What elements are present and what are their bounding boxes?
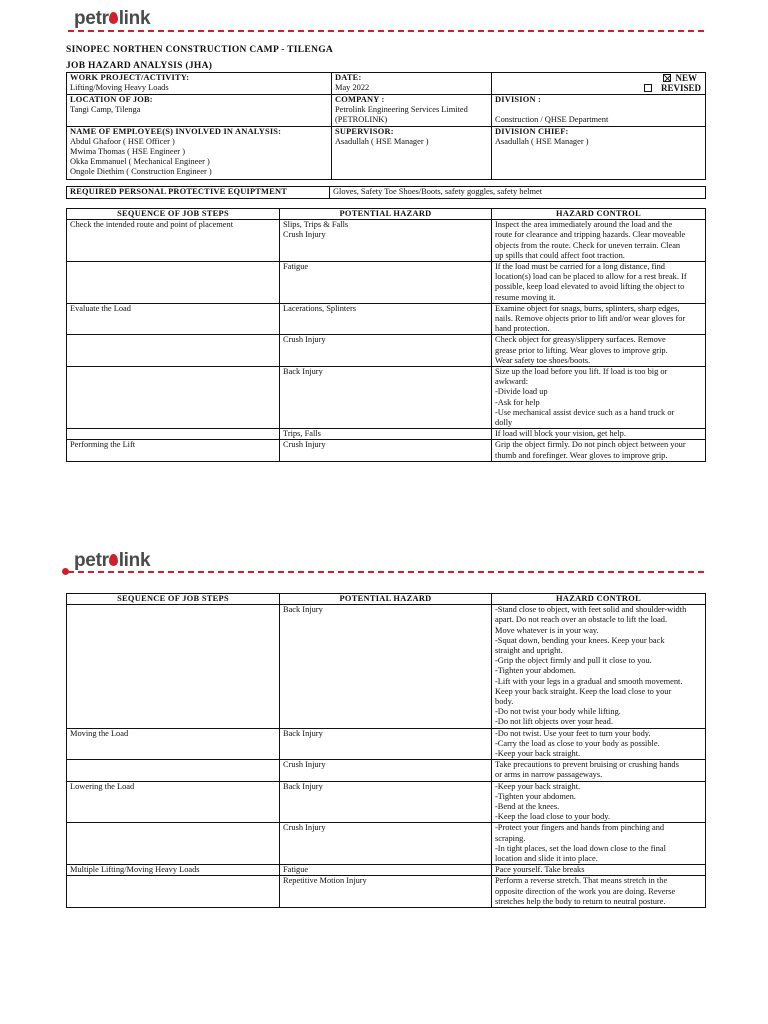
status-cell (492, 73, 706, 95)
control-text-line: Wear safety toe shoes/boots. (495, 355, 591, 365)
job-step-cell (67, 865, 280, 876)
hazard-text: Back Injury (283, 605, 323, 615)
employees-label: NAME OF EMPLOYEE(S) INVOLVED IN ANALYSIS: (70, 126, 282, 136)
hazard-row (67, 605, 706, 728)
hazard-control-cell (492, 262, 706, 304)
hazard-control-cell (492, 429, 706, 440)
control-text-line: nails. Remove objects prior to lift and/or wear gloves for (495, 314, 686, 324)
hazard-control-cell (492, 367, 706, 429)
hazard-text: Repetitive Motion Injury (283, 876, 367, 886)
header-divider (68, 571, 704, 573)
job-step-cell (67, 429, 280, 440)
supervisor-value: Asadullah ( HSE Manager ) (335, 136, 429, 146)
header-divider (68, 30, 704, 32)
control-text-line: grease prior to lifting. Wear gloves to improve grip. (495, 345, 668, 355)
job-step-cell (67, 440, 280, 461)
job-step-text: Evaluate the Load (70, 303, 131, 313)
job-step-text: Performing the Lift (70, 440, 136, 450)
control-text-line: up spills that could affect foot traction. (495, 250, 625, 260)
control-text-line: -Carry the load as close to your body as possible. (495, 738, 660, 748)
col-header-steps: SEQUENCE OF JOB STEPS (67, 594, 280, 605)
control-text-line: Take precautions to prevent bruising or crushing hands (495, 760, 679, 770)
jha-steps-table-2 (66, 593, 706, 908)
ppe-value-cell (330, 187, 706, 199)
hazard-row (67, 728, 706, 760)
document-page-2 (0, 512, 768, 1024)
control-text-line: straight and upright. (495, 646, 563, 656)
hazard-cell (280, 367, 492, 429)
division-chief-value: Asadullah ( HSE Manager ) (495, 136, 589, 146)
hazard-text: Crush Injury (283, 823, 326, 833)
hazard-control-cell (492, 865, 706, 876)
job-step-text: Multiple Lifting/Moving Heavy Loads (70, 865, 200, 875)
hazard-cell (280, 220, 492, 262)
control-text-line: hand protection. (495, 324, 550, 334)
hazard-text: Trips, Falls (283, 429, 321, 439)
control-text-line: -Stand close to object, with feet solid and shoulder-width (495, 605, 687, 615)
job-step-cell (67, 262, 280, 304)
hazard-row (67, 335, 706, 367)
control-text-line: Grip the object firmly. Do not pinch object between your (495, 440, 686, 450)
control-text-line: -Bend at the knees. (495, 802, 560, 812)
work-activity-value: Lifting/Moving Heavy Loads (70, 83, 169, 93)
hazard-text: Crush Injury (283, 440, 326, 450)
hazard-text: Back Injury (283, 728, 323, 738)
hazard-text: Lacerations, Splinters (283, 303, 357, 313)
supervisor-cell (332, 126, 492, 179)
hazard-text: Back Injury (283, 367, 323, 377)
control-text-line: Size up the load before you lift. If load is too big or (495, 367, 668, 377)
company-label: COMPANY : (335, 95, 385, 104)
control-text-line: -Use mechanical assist device such as a hand truck or (495, 407, 675, 417)
division-value: Construction / QHSE Department (495, 115, 609, 125)
date-cell (332, 73, 492, 95)
control-text-line: -Keep your back straight. (495, 781, 581, 791)
employees-cell (67, 126, 332, 179)
hazard-row (67, 367, 706, 429)
job-step-text: Lowering the Load (70, 781, 135, 791)
ppe-label: REQUIRED PERSONAL PROTECTIVE EQUIPTMENT (70, 187, 287, 196)
control-text-line: -Ask for help (495, 397, 540, 407)
control-text-line: -Protect your fingers and hands from pinching and (495, 823, 665, 833)
division-chief-label: DIVISION CHIEF: (495, 126, 569, 136)
control-text-line: Examine object for snags, burrs, splinters, sharp edges, (495, 303, 680, 313)
job-step-text: Moving the Load (70, 728, 129, 738)
hazard-cell (280, 781, 492, 823)
supervisor-label: SUPERVISOR: (335, 126, 394, 136)
job-step-cell (67, 823, 280, 865)
control-text-line: Move whatever is in your way. (495, 625, 599, 635)
job-step-cell (67, 335, 280, 367)
hazard-text: Crush Injury (283, 760, 326, 770)
date-label: DATE: (335, 73, 362, 82)
hazard-control-cell (492, 335, 706, 367)
document-title: JOB HAZARD ANALYSIS (JHA) (66, 61, 213, 71)
employee-name: Okka Emmanuel ( Mechanical Engineer ) (70, 157, 210, 167)
control-text-line: Inspect the area immediately around the load and the (495, 220, 673, 230)
camp-title: SINOPEC NORTHEN CONSTRUCTION CAMP - TILENGA (66, 45, 334, 55)
control-text-line: -Divide load up (495, 387, 548, 397)
hazard-row (67, 865, 706, 876)
logo-text: petr link (74, 550, 151, 571)
control-text-line: -In tight places, set the load down close to the final (495, 843, 666, 853)
control-text-line: location and slide it into place. (495, 854, 598, 864)
ppe-table (66, 186, 706, 199)
work-activity-cell (67, 73, 332, 95)
hazard-row (67, 760, 706, 781)
hazard-cell (280, 865, 492, 876)
control-text-line: -Do not twist. Use your feet to turn your body. (495, 728, 651, 738)
division-chief-cell (492, 126, 706, 179)
col-header-control: HAZARD CONTROL (492, 209, 706, 220)
hazard-cell (280, 335, 492, 367)
division-label: DIVISION : (495, 95, 541, 104)
control-text-line: -Keep your back straight. (495, 749, 581, 759)
hazard-text: Fatigue (283, 865, 309, 875)
hazard-text: Crush Injury (283, 335, 326, 345)
hazard-row (67, 429, 706, 440)
location-value: Tangi Camp, Tilenga (70, 105, 141, 115)
company-name: Petrolink Engineering Services Limited (335, 105, 468, 115)
control-text-line: -Tighten your abdomen. (495, 791, 576, 801)
control-text-line: location(s) load can be placed to allow for a rest break. If (495, 272, 687, 282)
control-text-line: awkward: (495, 377, 529, 387)
hazard-control-cell (492, 876, 706, 908)
oil-drop-icon (109, 554, 118, 566)
control-text-line: opposite direction of the work you are doing. Reverse (495, 886, 676, 896)
control-text-line: stretches help the body to return to neutral posture. (495, 896, 666, 906)
col-header-hazard: POTENTIAL HAZARD (280, 594, 492, 605)
job-step-cell (67, 781, 280, 823)
hazard-cell (280, 728, 492, 760)
empty-box-icon[interactable] (644, 84, 652, 92)
hazard-control-cell (492, 728, 706, 760)
revised-checkbox-option[interactable]: REVISED (644, 83, 701, 93)
control-text-line: Check object for greasy/slippery surfaces. Remove (495, 335, 666, 345)
company-cell (332, 95, 492, 127)
control-text-line: If the load must be carried for a long distance, find (495, 262, 665, 272)
control-text-line: possible, keep load elevated to avoid lifting the object to (495, 282, 685, 292)
job-step-cell (67, 605, 280, 728)
hazard-row (67, 440, 706, 461)
control-text-line: -Grip the object firmly and pull it close to you. (495, 656, 652, 666)
logo-text: petr link (74, 8, 151, 29)
control-text-line: -Lift with your legs in a gradual and smooth movement. (495, 676, 683, 686)
control-text-line: or arms in narrow passageways. (495, 770, 603, 780)
hazard-text: Slips, Trips & Falls (283, 220, 349, 230)
hazard-cell (280, 303, 492, 335)
hazard-row (67, 876, 706, 908)
division-cell (492, 95, 706, 127)
control-text-line: -Keep the load close to your body. (495, 812, 611, 822)
hazard-row (67, 262, 706, 304)
employee-name: Abdul Ghafoor ( HSE Officer ) (70, 136, 175, 146)
hazard-control-cell (492, 303, 706, 335)
hazard-control-cell (492, 220, 706, 262)
hazard-cell (280, 262, 492, 304)
hazard-control-cell (492, 440, 706, 461)
company-short: (PETROLINK) (335, 115, 388, 125)
control-text-line: If load will block your vision, get help. (495, 429, 626, 439)
control-text-line: body. (495, 697, 514, 707)
hazard-cell (280, 876, 492, 908)
control-text-line: scraping. (495, 833, 526, 843)
checked-box-icon[interactable] (663, 74, 671, 82)
employee-name: Mwima Thomas ( HSE Engineer ) (70, 147, 185, 157)
control-text-line: apart. Do not reach over an obstacle to lift the load. (495, 615, 668, 625)
control-text-line: thumb and forefinger. Wear gloves to improve grip. (495, 450, 668, 460)
job-step-cell (67, 367, 280, 429)
hazard-row (67, 303, 706, 335)
control-text-line: -Do not twist your body while lifting. (495, 707, 621, 717)
location-label: LOCATION OF JOB: (70, 95, 153, 104)
control-text-line: objects from the route. Check for uneven terrain. Clean (495, 240, 681, 250)
hazard-control-cell (492, 781, 706, 823)
col-header-steps: SEQUENCE OF JOB STEPS (67, 209, 280, 220)
hazard-row (67, 781, 706, 823)
hazard-cell (280, 760, 492, 781)
hazard-control-cell (492, 823, 706, 865)
control-text-line: -Do not lift objects over your head. (495, 717, 613, 727)
date-value: May 2022 (335, 83, 370, 93)
hazard-control-cell (492, 760, 706, 781)
job-step-cell (67, 303, 280, 335)
col-header-hazard: POTENTIAL HAZARD (280, 209, 492, 220)
hazard-cell (280, 429, 492, 440)
job-info-table (66, 72, 706, 180)
employee-name: Ongole Diethim ( Construction Engineer ) (70, 167, 212, 177)
col-header-control: HAZARD CONTROL (492, 594, 706, 605)
control-text-line: Pace yourself. Take breaks (495, 865, 585, 875)
hazard-cell (280, 605, 492, 728)
control-text-line: -Squat down, bending your knees. Keep your back (495, 635, 665, 645)
hazard-text: Back Injury (283, 781, 323, 791)
control-text-line: Keep your back straight. Keep the load close to your (495, 686, 672, 696)
hazard-text: Fatigue (283, 262, 309, 272)
new-checkbox-option[interactable]: NEW (663, 73, 697, 83)
control-text-line: Perform a reverse stretch. That means stretch in the (495, 876, 668, 886)
ppe-value: Gloves, Safety Toe Shoes/Boots, safety goggles, safety helmet (333, 187, 543, 196)
work-activity-label: WORK PROJECT/ACTIVITY: (70, 73, 190, 82)
job-step-cell (67, 760, 280, 781)
hazard-control-cell (492, 605, 706, 728)
control-text-line: -Tighten your abdomen. (495, 666, 576, 676)
jha-steps-table-1 (66, 208, 706, 462)
job-step-cell (67, 876, 280, 908)
hazard-row (67, 220, 706, 262)
control-text-line: resume moving it. (495, 292, 556, 302)
job-step-cell (67, 728, 280, 760)
hazard-cell (280, 823, 492, 865)
location-cell (67, 95, 332, 127)
job-step-cell (67, 220, 280, 262)
ppe-label-cell (67, 187, 330, 199)
hazard-row (67, 823, 706, 865)
oil-drop-icon (109, 12, 118, 24)
hazard-text: Crush Injury (283, 230, 326, 240)
job-step-text: Check the intended route and point of placement (70, 220, 234, 230)
control-text-line: dolly (495, 418, 513, 428)
hazard-cell (280, 440, 492, 461)
control-text-line: route for clearance and tripping hazards. Clear moveable (495, 230, 686, 240)
